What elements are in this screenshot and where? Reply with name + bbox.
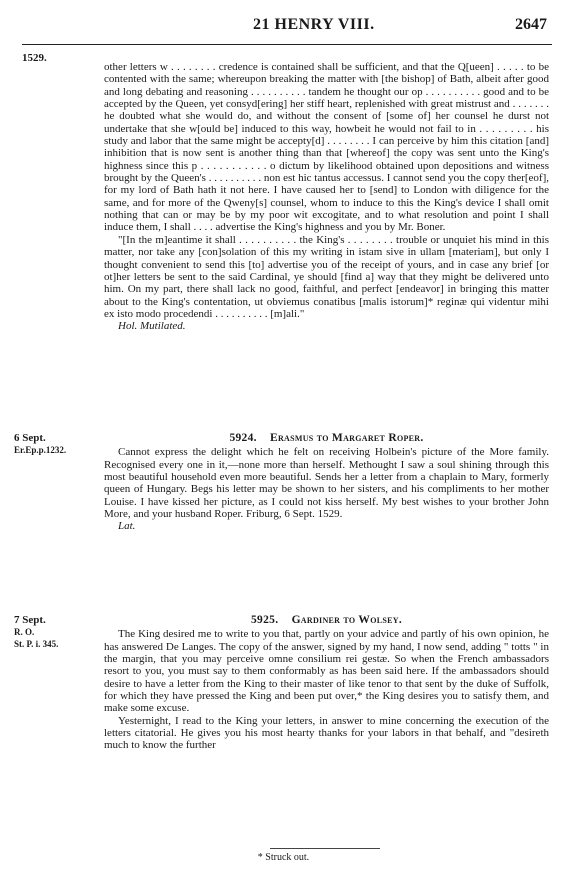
- paragraph: "[In the m]eantime it shall . . . . . . . . . . the King's . . . . . . . . trouble or unquiet his mind in this matter, nor take any [con]solation of this my writing in istam sive in ullam [materiam], but only I thought convenient to send this [to] advertise you of the receipt of yours, and in case any brief [or ot]her letters be sent to the said Cardinal, ye should [find a] way that they might be delivered unto him. On my part, there shall lack no good, faithful, and perfect [endeavor] in bringing this matter about to the King's contentation, ut obviemus conatibus [malis istorum]* reginæ qui videntur mihi ex isto modo procedendi . . . . . . . . . . [m]ali.": [104, 233, 549, 320]
- footnote: * Struck out.: [257, 852, 310, 863]
- margin-note-5925: [14, 614, 100, 650]
- page-number: 2647: [515, 16, 547, 33]
- margin-note-5924: [14, 432, 100, 456]
- entry-5924: [104, 432, 549, 533]
- source-note: Lat.: [118, 520, 136, 533]
- source-note: Hol. Mutilated.: [118, 320, 186, 333]
- entry-reference: St. P. i. 345.: [14, 639, 59, 649]
- entry-title: Erasmus to Margaret Roper.: [270, 432, 424, 444]
- paragraph: Yesternight, I read to the King your letters, in answer to mine concerning the execution of the letters citatorial. He gives you his most hearty thanks for your labors in that behalf, and "desireth much to know the further: [104, 714, 549, 752]
- running-head-title: 21 HENRY VIII.: [253, 16, 375, 33]
- entry-heading: [104, 432, 549, 444]
- entry-5925: [104, 614, 549, 752]
- entry-date: 6 Sept.: [14, 432, 46, 444]
- entry-date: 7 Sept.: [14, 614, 46, 626]
- entry-heading: [104, 614, 549, 626]
- entry-reference: R. O.: [14, 627, 35, 637]
- year-marker: 1529.: [22, 52, 47, 64]
- paragraph: other letters w . . . . . . . . credence is contained shall be sufficient, and that the Q[ueen] . . . . . to be contented with the same; whereupon breaking the matter with [the bishop] of Bath, albeit after good and long debating and reasoning . . . . . . . . . . tandem he thought our op . . . . . . . . . . good and to be accepted by the Queen, yet consyd[ering] her stiff heart, replenished with great mistrust and . . . . . . . he doubted what she would do, and without the consent of [some of] her counsel he durst not undertake that she w[ould be] induced to this way, howbeit he would not fail to in . . . . . . . . . his study and labor that the same might be accepty[d] . . . . . . . . I can perceive by him this citation [and] inhibition that is now sent is another thing than that [whereof] the copy was sent unto the King's highness since this p . . . . . . . . . . . o dictum by likelihood obtained upon depositions and witness brought by the Queen's . . . . . . . . . . non est hic tantus accessus. I cannot send you the copy ther[eof], for my lord of Bath hath it not here. I have caused her to [send] to London with diligence for the same, and for more of the Qweny[s] counsel, whom to induce to this the King's device I shall omit nothing that can or may be by my poor wit excogitate, and to what resolution and point I shall induce them, I shall . . . . advertise the King's highness and you by Mr. Boner.: [104, 61, 549, 234]
- continued-letter: [104, 61, 549, 333]
- running-head: [0, 16, 567, 36]
- paragraph: The King desired me to write to you that, partly on your advice and partly of his own opinion, he has answered De Langes. The copy of the answer, signed by my hand, I now send, adding " totts " in the margin, that you may perceive omne consilium rei gestæ. So when the French ambassadors resort to you, you must say to them conformably as has been said here. If the ambassadors should desire to have a letter from the King to their master of like tenor to that sent by the duke of Suffolk, for which they have pressed the King and been put over,* the King desires you to satisfy them, and make some excuse.: [104, 628, 549, 715]
- entry-number: 5924.: [229, 432, 257, 444]
- entry-number: 5925.: [251, 614, 279, 626]
- header-rule: [22, 44, 552, 45]
- paragraph: Cannot express the delight which he felt on receiving Holbein's picture of the More family. Recognised every one in it,—none more than herself. Methought I saw a soul shining through this most beautiful household even more beautiful. Sends her a letter from a chaplain to Mary, formerly queen of Hungary. Begs his letter may be shown to her sisters, and his compliments to her mother Louise. I have kissed her picture, as I could not kiss herself. My best wishes to your brother John More, and your husband Roper. Friburg, 6 Sept. 1529.: [104, 446, 549, 521]
- entry-reference: Er.Ep.p.1232.: [14, 445, 67, 455]
- footnote-rule: [270, 848, 380, 849]
- entry-title: Gardiner to Wolsey.: [291, 614, 402, 626]
